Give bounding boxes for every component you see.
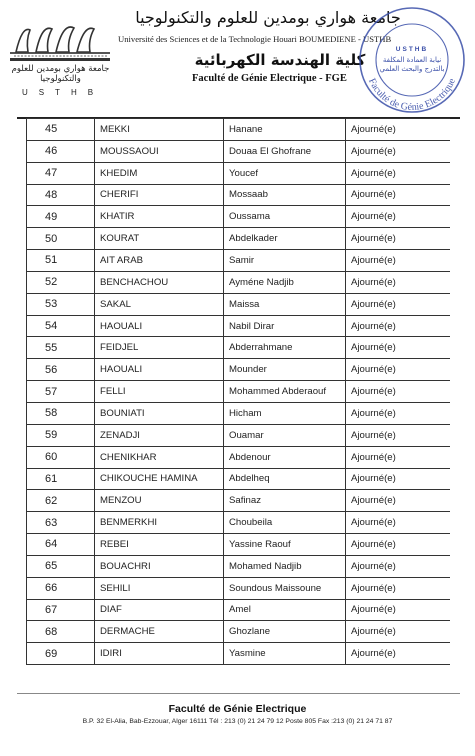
table-row <box>27 534 451 556</box>
row-number-cell: 51 <box>27 250 95 272</box>
results-table <box>26 118 450 665</box>
last-name-cell: FEIDJEL <box>95 337 224 359</box>
decision-cell: Ajourné(e) <box>346 271 451 293</box>
last-name-cell: KHEDIM <box>95 162 224 184</box>
row-number-cell: 50 <box>27 228 95 250</box>
first-name-cell: Yasmine <box>224 643 346 665</box>
table-row <box>27 446 451 468</box>
footer-title: Faculté de Génie Electrique <box>168 703 307 715</box>
table-row <box>27 402 451 424</box>
table-row <box>27 337 451 359</box>
results-table-body <box>27 119 451 665</box>
first-name-cell: Ghozlane <box>224 621 346 643</box>
table-row <box>27 293 451 315</box>
first-name-cell: Abdelheq <box>224 468 346 490</box>
table-row <box>27 228 451 250</box>
decision-cell: Ajourné(e) <box>346 402 451 424</box>
first-name-cell: Hanane <box>224 119 346 141</box>
decision-cell: Ajourné(e) <box>346 643 451 665</box>
last-name-cell: BOUNIATI <box>95 402 224 424</box>
decision-cell: Ajourné(e) <box>346 359 451 381</box>
decision-cell: Ajourné(e) <box>346 555 451 577</box>
first-name-cell: Abderrahmane <box>224 337 346 359</box>
faculty-name-french: Faculté de Génie Electrique - FGE <box>192 73 347 84</box>
last-name-cell: ZENADJI <box>95 424 224 446</box>
table-row <box>27 621 451 643</box>
first-name-cell: Mohammed Abderaouf <box>224 381 346 403</box>
decision-cell: Ajourné(e) <box>346 250 451 272</box>
decision-cell: Ajourné(e) <box>346 621 451 643</box>
row-number-cell: 49 <box>27 206 95 228</box>
row-number-cell: 58 <box>27 402 95 424</box>
first-name-cell: Oussama <box>224 206 346 228</box>
faculty-stamp-icon <box>352 4 472 116</box>
logo-usthb-text: USTHB <box>21 88 105 97</box>
row-number-cell: 62 <box>27 490 95 512</box>
decision-cell: Ajourné(e) <box>346 512 451 534</box>
first-name-cell: Amel <box>224 599 346 621</box>
first-name-cell: Mounder <box>224 359 346 381</box>
row-number-cell: 67 <box>27 599 95 621</box>
decision-cell: Ajourné(e) <box>346 140 451 162</box>
first-name-cell: Douaa El Ghofrane <box>224 140 346 162</box>
first-name-cell: Soundous Maissoune <box>224 577 346 599</box>
first-name-cell: Hicham <box>224 402 346 424</box>
table-row <box>27 359 451 381</box>
last-name-cell: BENCHACHOU <box>95 271 224 293</box>
last-name-cell: FELLI <box>95 381 224 403</box>
decision-cell: Ajourné(e) <box>346 381 451 403</box>
faculty-name-arabic: كلية الهندسة الكهربائية <box>194 51 366 69</box>
decision-cell: Ajourné(e) <box>346 446 451 468</box>
last-name-cell: IDIRI <box>95 643 224 665</box>
decision-cell: Ajourné(e) <box>346 337 451 359</box>
results-table-container <box>26 118 450 690</box>
table-row <box>27 512 451 534</box>
row-number-cell: 52 <box>27 271 95 293</box>
logo-arabic-text: جامعة هواري بومدين للعلوم والتكنولوجيا <box>11 64 110 84</box>
last-name-cell: HAOUALI <box>95 315 224 337</box>
decision-cell: Ajourné(e) <box>346 206 451 228</box>
table-row <box>27 468 451 490</box>
last-name-cell: BOUACHRI <box>95 555 224 577</box>
last-name-cell: MOUSSAOUI <box>95 140 224 162</box>
last-name-cell: AIT ARAB <box>95 250 224 272</box>
row-number-cell: 60 <box>27 446 95 468</box>
table-row <box>27 184 451 206</box>
first-name-cell: Mossaab <box>224 184 346 206</box>
row-number-cell: 45 <box>27 119 95 141</box>
last-name-cell: DIAF <box>95 599 224 621</box>
first-name-cell: Samir <box>224 250 346 272</box>
table-row <box>27 490 451 512</box>
decision-cell: Ajourné(e) <box>346 228 451 250</box>
decision-cell: Ajourné(e) <box>346 534 451 556</box>
footer-address: B.P. 32 El-Alia, Bab-Ezzouar, Alger 16111 Tél : 213 (0) 21 24 79 12 Poste 805 Fax :213 (0) 21 24 71 87 <box>82 718 393 725</box>
first-name-cell: Abdenour <box>224 446 346 468</box>
stamp-outer-text: Faculté de Génie Electrique <box>366 76 458 114</box>
decision-cell: Ajourné(e) <box>346 184 451 206</box>
table-row <box>27 140 451 162</box>
table-row <box>27 206 451 228</box>
last-name-cell: KOURAT <box>95 228 224 250</box>
first-name-cell: Abdelkader <box>224 228 346 250</box>
last-name-cell: BENMERKHI <box>95 512 224 534</box>
last-name-cell: CHENIKHAR <box>95 446 224 468</box>
first-name-cell: Maissa <box>224 293 346 315</box>
table-row <box>27 424 451 446</box>
table-row <box>27 119 451 141</box>
svg-text:Faculté de Génie Electrique <box>366 76 458 113</box>
last-name-cell: MEKKI <box>95 119 224 141</box>
university-name-french: Université des Sciences et de la Technologie Houari BOUMEDIENE - USTHB <box>118 34 392 44</box>
usthb-logo-icon <box>8 20 113 102</box>
decision-cell: Ajourné(e) <box>346 162 451 184</box>
table-row <box>27 577 451 599</box>
table-row <box>27 315 451 337</box>
table-row <box>27 381 451 403</box>
row-number-cell: 63 <box>27 512 95 534</box>
row-number-cell: 47 <box>27 162 95 184</box>
row-number-cell: 65 <box>27 555 95 577</box>
row-number-cell: 69 <box>27 643 95 665</box>
table-row <box>27 162 451 184</box>
decision-cell: Ajourné(e) <box>346 468 451 490</box>
row-number-cell: 66 <box>27 577 95 599</box>
row-number-cell: 56 <box>27 359 95 381</box>
decision-cell: Ajourné(e) <box>346 315 451 337</box>
first-name-cell: Ouamar <box>224 424 346 446</box>
last-name-cell: REBEI <box>95 534 224 556</box>
last-name-cell: DERMACHE <box>95 621 224 643</box>
university-name-arabic: جامعة هواري بومدين للعلوم والتكنولوجيا <box>135 8 401 27</box>
last-name-cell: CHERIFI <box>95 184 224 206</box>
decision-cell: Ajourné(e) <box>346 599 451 621</box>
table-row <box>27 555 451 577</box>
last-name-cell: SEHILI <box>95 577 224 599</box>
stamp-inner-text: نيابة العمادة المكلفة بالتدرج والبحث العلمي <box>379 56 445 73</box>
row-number-cell: 54 <box>27 315 95 337</box>
table-row <box>27 271 451 293</box>
last-name-cell: CHIKOUCHE HAMINA <box>95 468 224 490</box>
row-number-cell: 64 <box>27 534 95 556</box>
decision-cell: Ajourné(e) <box>346 424 451 446</box>
first-name-cell: Safinaz <box>224 490 346 512</box>
row-number-cell: 53 <box>27 293 95 315</box>
first-name-cell: Ayméne Nadjib <box>224 271 346 293</box>
row-number-cell: 46 <box>27 140 95 162</box>
row-number-cell: 61 <box>27 468 95 490</box>
table-row <box>27 643 451 665</box>
first-name-cell: Mohamed Nadjib <box>224 555 346 577</box>
first-name-cell: Youcef <box>224 162 346 184</box>
decision-cell: Ajourné(e) <box>346 119 451 141</box>
last-name-cell: HAOUALI <box>95 359 224 381</box>
row-number-cell: 57 <box>27 381 95 403</box>
last-name-cell: SAKAL <box>95 293 224 315</box>
decision-cell: Ajourné(e) <box>346 293 451 315</box>
row-number-cell: 59 <box>27 424 95 446</box>
document-header <box>0 0 475 120</box>
table-row <box>27 250 451 272</box>
first-name-cell: Nabil Dirar <box>224 315 346 337</box>
decision-cell: Ajourné(e) <box>346 490 451 512</box>
footer-divider <box>17 693 460 694</box>
row-number-cell: 55 <box>27 337 95 359</box>
logo-arches-graphic <box>8 20 113 64</box>
stamp-center-text: USTHB <box>395 46 429 53</box>
row-number-cell: 68 <box>27 621 95 643</box>
first-name-cell: Yassine Raouf <box>224 534 346 556</box>
last-name-cell: KHATIR <box>95 206 224 228</box>
row-number-cell: 48 <box>27 184 95 206</box>
last-name-cell: MENZOU <box>95 490 224 512</box>
decision-cell: Ajourné(e) <box>346 577 451 599</box>
first-name-cell: Choubeila <box>224 512 346 534</box>
table-row <box>27 599 451 621</box>
